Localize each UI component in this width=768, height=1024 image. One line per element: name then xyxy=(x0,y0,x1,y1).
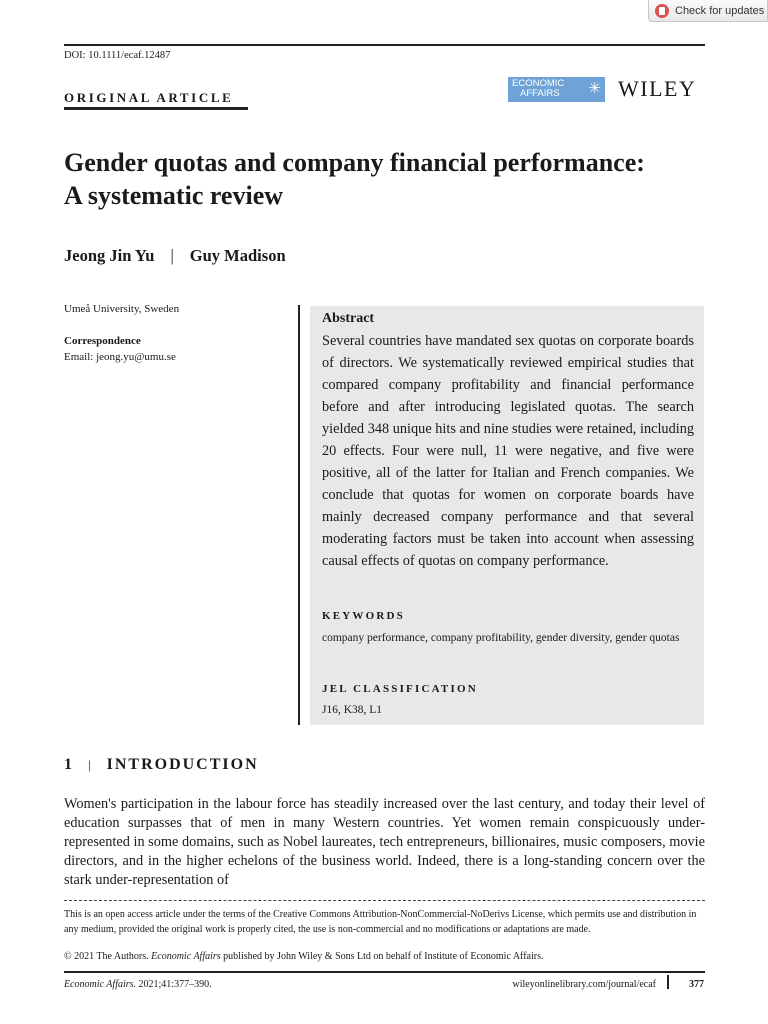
article-type-rule xyxy=(64,107,248,110)
abstract-heading: Abstract xyxy=(322,311,375,326)
jel-heading: JEL CLASSIFICATION xyxy=(322,683,478,695)
page-number: 377 xyxy=(689,979,704,990)
section-separator: | xyxy=(88,757,93,772)
author-list xyxy=(64,246,286,266)
correspondence-label: Correspondence xyxy=(64,335,141,347)
keywords-heading: KEYWORDS xyxy=(322,610,405,622)
copyright-journal: Economic Affairs xyxy=(151,951,221,962)
starburst-icon: ✳ xyxy=(588,80,601,97)
journal-logo xyxy=(508,77,605,102)
check-for-updates-label: Check for updates xyxy=(675,4,765,17)
citation: 2021;41:377–390. xyxy=(138,979,212,990)
header-rule xyxy=(64,44,705,46)
footer-rule xyxy=(64,971,705,973)
body-paragraph: Women's participation in the labour force has steadily increased over the last century, and today their level of education surpasses that of men in many Western countries. Yet women remain conspicuously under-represented in some domains, such as Nobel laureates, tech entrepreneurs, billionaires, music composers, movie directors, and in the higher echelons of the business world. Indeed, there is a long-standing concern over the stark under-representation of xyxy=(64,796,705,888)
footer-separator xyxy=(667,975,669,989)
journal-logo-line2: AFFAIRS xyxy=(520,88,560,99)
section-title: INTRODUCTION xyxy=(106,756,259,773)
correspondence-email: Email: jeong.yu@umu.se xyxy=(64,351,176,363)
journal-citation xyxy=(64,979,212,990)
copyright-prefix: © 2021 The Authors. xyxy=(64,951,149,962)
crossmark-icon xyxy=(655,4,669,18)
section-number: 1 xyxy=(64,756,72,773)
abstract-text: Several countries have mandated sex quotas on corporate boards of directors. We systematically reviewed empirical studies that compared company profitability and financial performance before and after introducing legislated quotas. The search yielded 348 unique hits and nine studies were retained, including 20 effects. Four were null, 11 were negative, and five were positive, all of the latter for Italian and French companies. We conclude that quotas for women on corporate boards have mainly decreased company performance and that several moderating factors must be taken into account when assessing causal effects of quotas on company performance. xyxy=(322,333,694,569)
license-note: This is an open access article under the terms of the Creative Commons Attribution-NonCommercial-NoDerivs License, which permits use and distribution in any medium, provided the original work is properly cited, the use is non-commercial and no modifications or adaptations are made. xyxy=(64,909,697,935)
author-separator: | xyxy=(170,246,174,265)
jel-codes: J16, K38, L1 xyxy=(322,704,383,716)
publisher-logo: WILEY xyxy=(618,76,697,101)
abstract-side-rule xyxy=(298,305,300,725)
article-title: Gender quotas and company financial performance: A systematic review xyxy=(64,148,645,210)
affiliation: Umeå University, Sweden xyxy=(64,303,180,315)
article-type: ORIGINAL ARTICLE xyxy=(64,90,234,105)
footnote-divider xyxy=(64,900,705,901)
journal-name: Economic Affairs. xyxy=(64,979,137,990)
author-name: Jeong Jin Yu xyxy=(64,246,155,265)
check-for-updates-button[interactable] xyxy=(648,0,768,22)
section-heading xyxy=(64,756,259,774)
journal-logo-line1: ECONOMIC xyxy=(512,78,565,89)
doi: DOI: 10.1111/ecaf.12487 xyxy=(64,50,171,61)
copyright-suffix: published by John Wiley & Sons Ltd on behalf of Institute of Economic Affairs. xyxy=(223,951,544,962)
keywords-text: company performance, company profitability, gender diversity, gender quotas xyxy=(322,632,680,644)
journal-url-link[interactable]: wileyonlinelibrary.com/journal/ecaf xyxy=(512,979,656,990)
author-name: Guy Madison xyxy=(189,246,286,265)
copyright-note xyxy=(64,951,705,962)
